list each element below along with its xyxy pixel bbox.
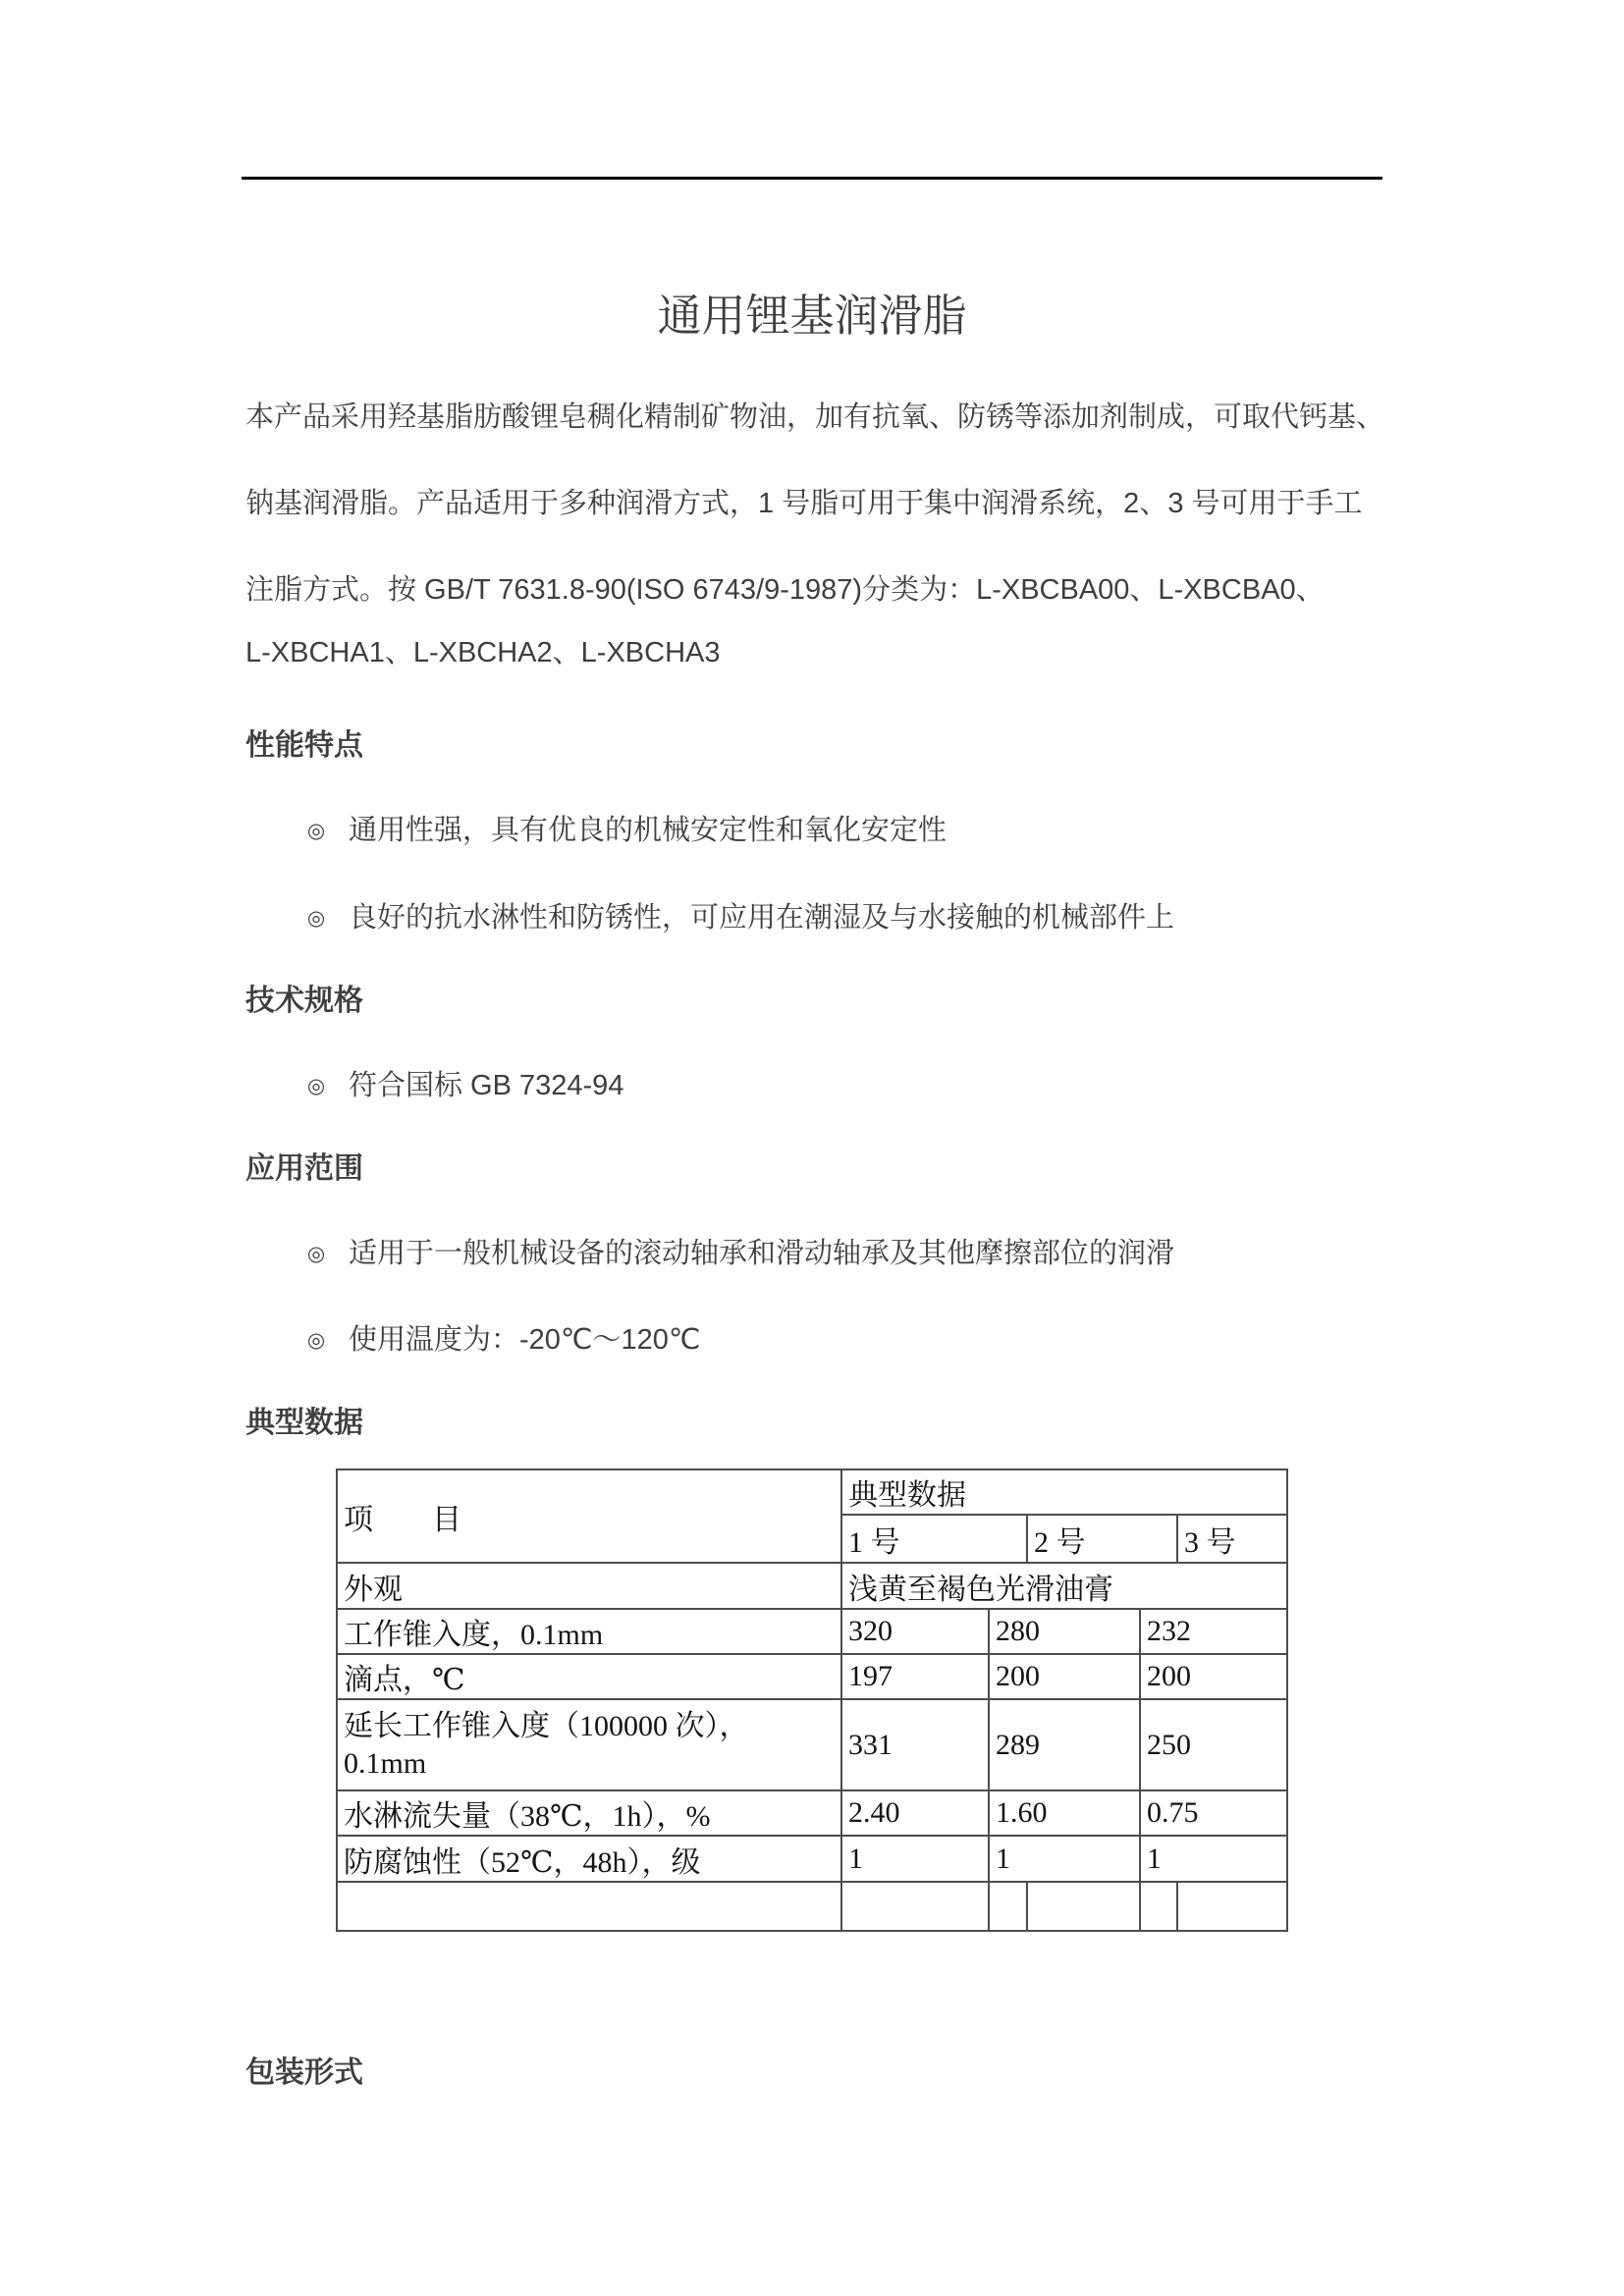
bullet-text: 适用于一般机械设备的滚动轴承和滑动轴承及其他摩擦部位的润滑 [349, 1238, 1175, 1269]
bullet-text: 使用温度为：-20℃～120℃ [349, 1324, 701, 1356]
table-cell-value: 331 [842, 1700, 990, 1791]
table-empty-row [338, 1883, 1288, 1932]
table-row [338, 1610, 1288, 1655]
title-divider [242, 177, 1382, 180]
typical-data-table [336, 1468, 1288, 1932]
bullet-text: 通用性强，具有优良的机械安定性和氧化安定性 [349, 815, 947, 846]
table-empty-cell [842, 1883, 990, 1932]
table-empty-cell [1141, 1883, 1178, 1932]
table-cell-label: 工作锥入度，0.1mm [338, 1610, 842, 1655]
table-row [338, 1700, 1288, 1791]
table-cell-label: 外观 [338, 1564, 842, 1610]
table-cell-value: 1 [842, 1837, 990, 1883]
table-cell-value: 0.75 [1141, 1791, 1288, 1837]
table-empty-cell [990, 1883, 1028, 1932]
table-cell-label: 防腐蚀性（52℃，48h），级 [338, 1837, 842, 1883]
table-empty-cell [338, 1883, 842, 1932]
bullet-icon: ◎ [306, 1242, 326, 1265]
table-cell-value: 250 [1141, 1700, 1288, 1791]
table-cell-value: 200 [1141, 1655, 1288, 1700]
table-row [338, 1655, 1288, 1700]
table-cell-value: 2.40 [842, 1791, 990, 1837]
table-cell-value: 200 [990, 1655, 1141, 1700]
section-heading-features: 性能特点 [245, 729, 363, 762]
table-cell-value: 1.60 [990, 1791, 1141, 1837]
bullet-text: 良好的抗水淋性和防锈性，可应用在潮湿及与水接触的机械部件上 [349, 902, 1175, 934]
table-empty-cell [1028, 1883, 1141, 1932]
table-row [338, 1837, 1288, 1883]
table-cell-value: 1 [990, 1837, 1141, 1883]
table-cell-label: 水淋流失量（38℃，1h），% [338, 1791, 842, 1837]
bullet-icon: ◎ [306, 1074, 326, 1097]
bullet-item [302, 811, 947, 850]
intro-line: L-XBCHA1、L-XBCHA2、L-XBCHA3 [245, 637, 721, 668]
intro-line: 注脂方式。按 GB/T 7631.8-90(ISO 6743/9-1987)分类为：L-XBCBA00、L-XBCBA0、 [245, 574, 1325, 606]
table-row [338, 1564, 1288, 1610]
table-header-row [338, 1470, 1288, 1564]
table-cell-value: 280 [990, 1610, 1141, 1655]
table-header-grade-1: 1 号 [842, 1516, 1028, 1564]
bullet-icon: ◎ [306, 1328, 326, 1352]
bullet-icon: ◎ [306, 906, 326, 930]
intro-line: 本产品采用羟基脂肪酸锂皂稠化精制矿物油，加有抗氧、防锈等添加剂制成，可取代钙基、 [245, 401, 1385, 433]
bullet-item [302, 1320, 700, 1360]
section-heading-applications: 应用范围 [245, 1152, 363, 1185]
bullet-item [302, 1066, 623, 1105]
table-cell-value: 232 [1141, 1610, 1288, 1655]
bullet-item [302, 1234, 1174, 1273]
table-header-grades-row [842, 1516, 1288, 1564]
table-row [338, 1791, 1288, 1837]
table-cell-value: 1 [1141, 1837, 1288, 1883]
section-heading-packaging: 包装形式 [245, 2056, 363, 2089]
table-empty-cell [1178, 1883, 1288, 1932]
section-heading-specs: 技术规格 [245, 985, 363, 1017]
intro-line: 钠基润滑脂。产品适用于多种润滑方式，1 号脂可用于集中润滑系统，2、3 号可用于手工 [245, 488, 1363, 519]
table-cell-value: 浅黄至褐色光滑油膏 [842, 1564, 1288, 1610]
table-header-group-stack [842, 1470, 1288, 1564]
table-cell-value: 197 [842, 1655, 990, 1700]
table-cell-label [338, 1700, 842, 1791]
table-header-group-row [842, 1470, 1288, 1516]
table-header-group: 典型数据 [842, 1470, 1288, 1516]
table-header-grade-3: 3 号 [1178, 1516, 1288, 1564]
section-heading-typical-data: 典型数据 [245, 1407, 363, 1439]
table-header-grade-2: 2 号 [1028, 1516, 1178, 1564]
bullet-text: 符合国标 GB 7324-94 [349, 1070, 624, 1101]
bullet-icon: ◎ [306, 819, 326, 842]
bullet-item [302, 898, 1174, 937]
table-cell-label-line1: 延长工作锥入度（100000 次）， [344, 1709, 749, 1742]
table-header-item: 项 目 [338, 1470, 842, 1564]
table-cell-value: 320 [842, 1610, 990, 1655]
page-title: 通用锂基润滑脂 [657, 291, 967, 341]
table-cell-value: 289 [990, 1700, 1141, 1791]
table-cell-label: 滴点，℃ [338, 1655, 842, 1700]
table-cell-label-line2: 0.1mm [344, 1746, 427, 1780]
